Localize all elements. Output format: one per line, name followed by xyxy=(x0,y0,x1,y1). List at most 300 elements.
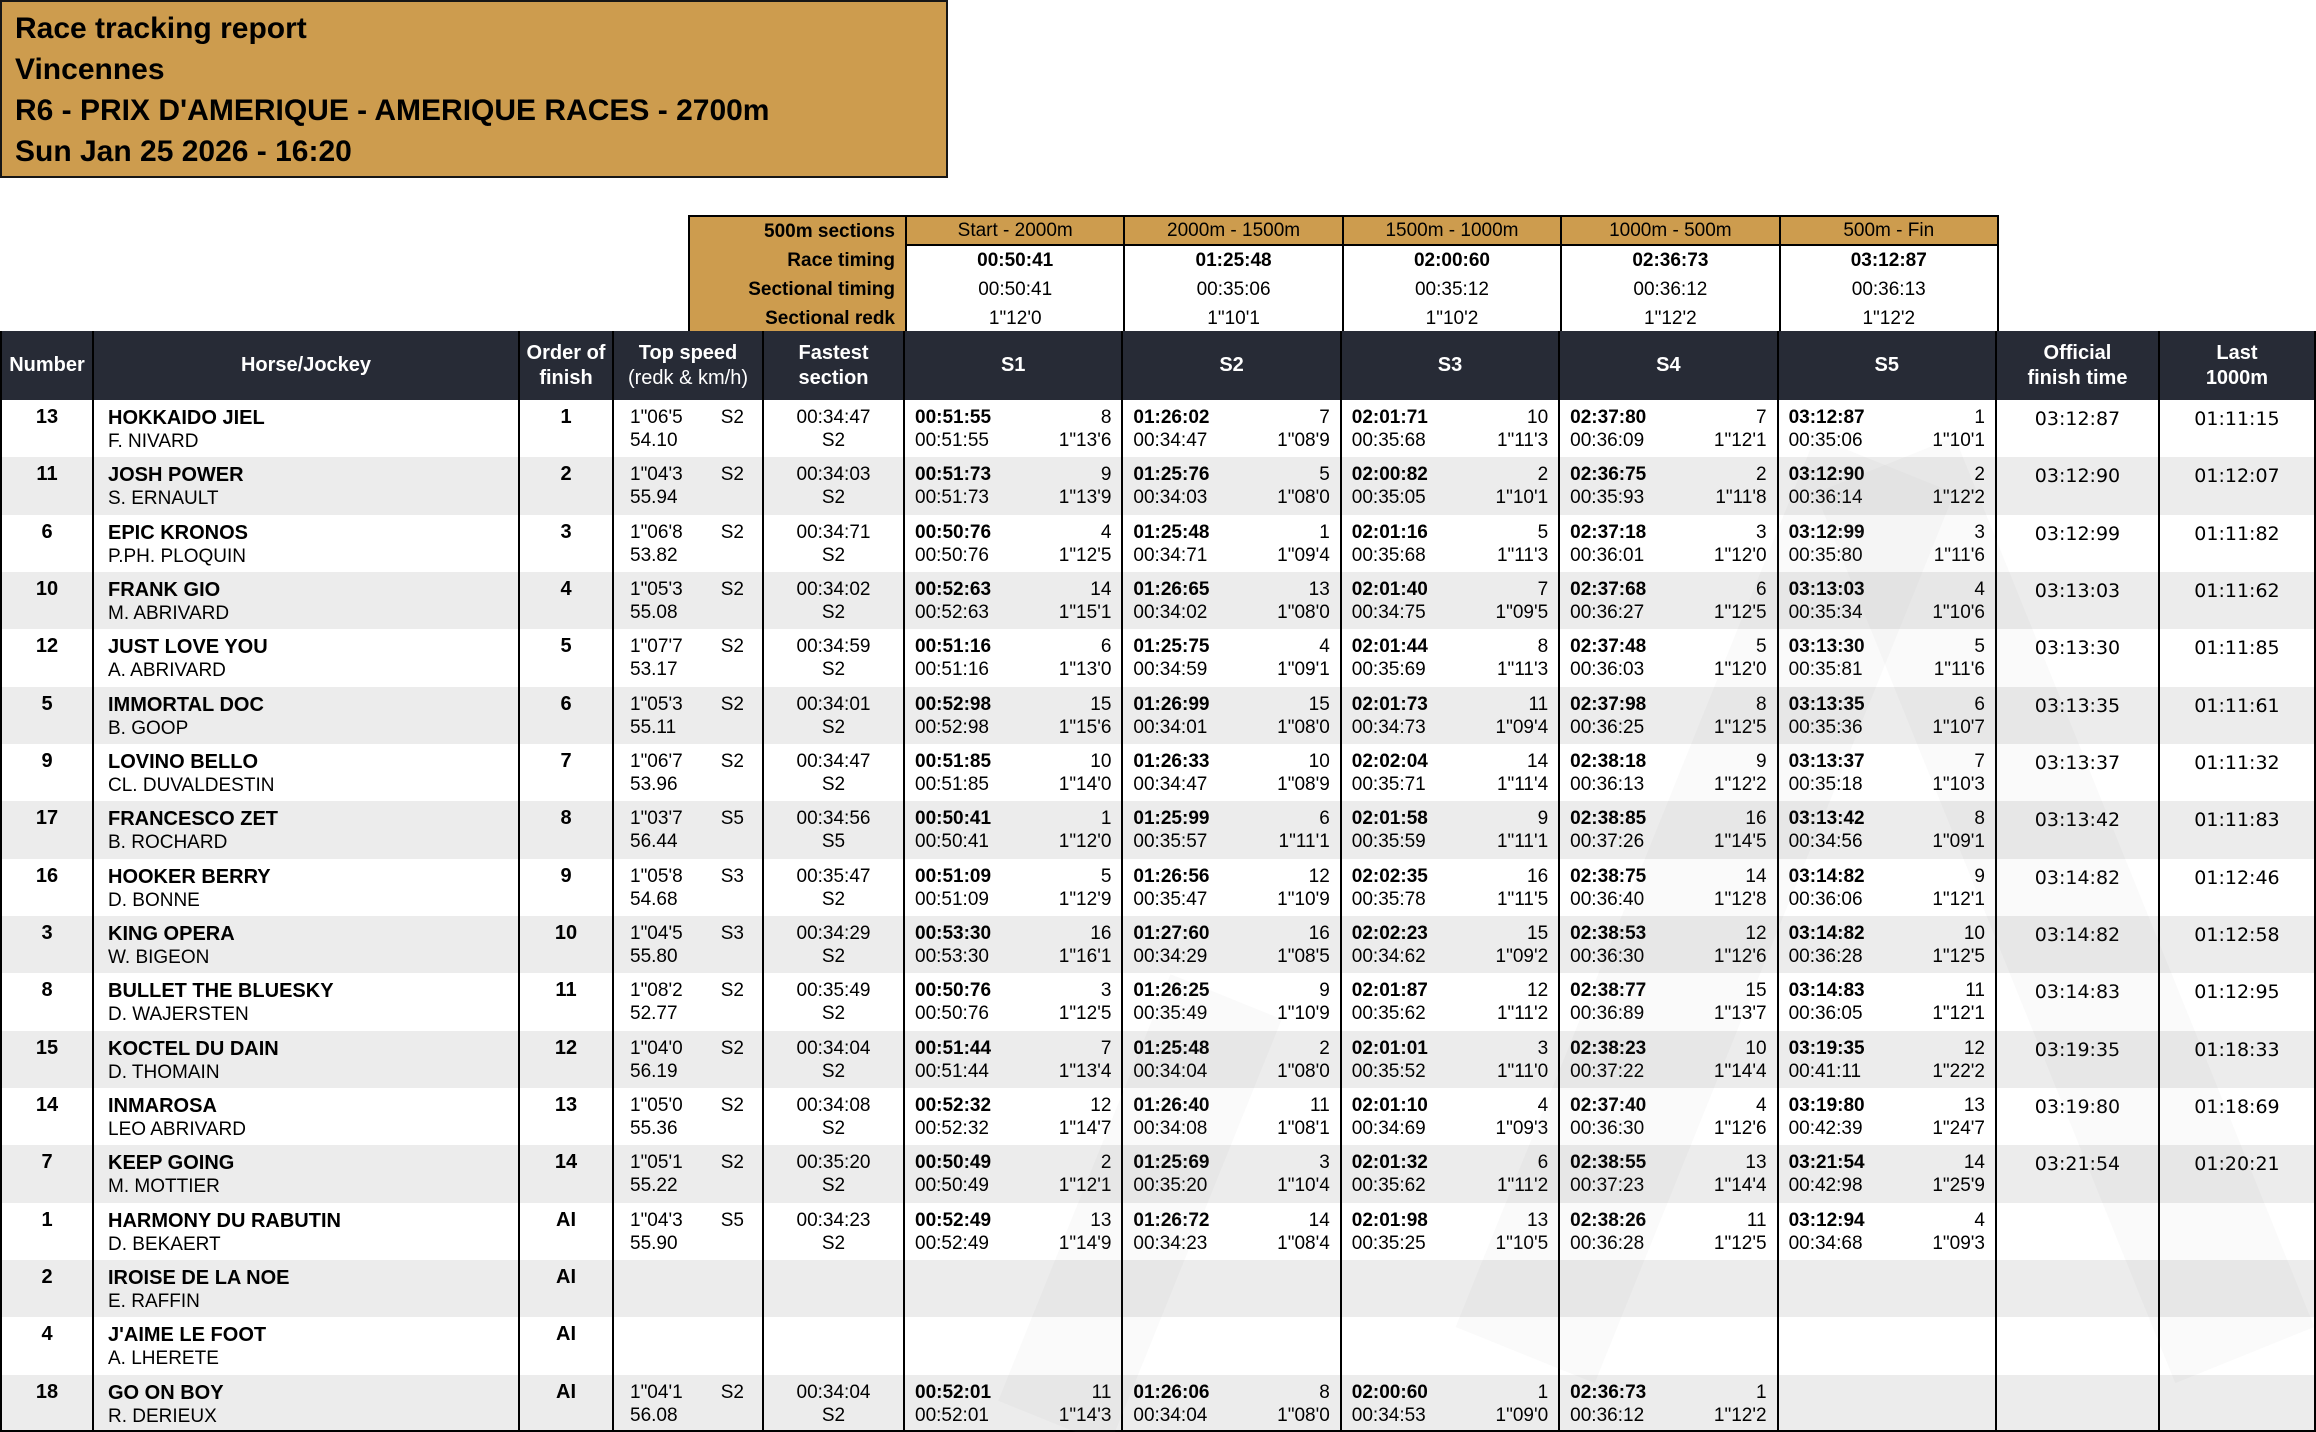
s1-sectional-time: 00:51:09 xyxy=(915,888,989,910)
s3-redk: 1"09'0 xyxy=(1495,1404,1549,1426)
s2-cumulative-time: 01:25:69 xyxy=(1133,1152,1210,1174)
sectional-timing-value: 00:50:41 xyxy=(905,275,1123,304)
s2-cell xyxy=(1121,515,1339,572)
table-row xyxy=(0,744,2316,801)
s3-rank: 8 xyxy=(1537,636,1549,658)
s4-rank: 14 xyxy=(1745,865,1767,887)
header-official-line2: finish time xyxy=(2027,366,2128,389)
s2-cell xyxy=(1121,400,1339,457)
s2-line2 xyxy=(1123,716,1339,739)
top-speed-redk: 1"05'1 xyxy=(630,1152,683,1174)
section-column-header: 1000m - 500m xyxy=(1560,217,1778,246)
order-of-finish: 5 xyxy=(518,629,612,686)
s1-cell xyxy=(903,859,1121,916)
s5-line1 xyxy=(1779,973,1995,1002)
s2-cell xyxy=(1121,1145,1339,1202)
header-official-line1: Official xyxy=(2043,341,2112,364)
s3-redk: 1"11'5 xyxy=(1496,888,1549,910)
sections-row-label: 500m sections xyxy=(690,217,905,246)
s5-cell xyxy=(1777,1375,1995,1432)
s2-rank: 15 xyxy=(1308,693,1330,715)
s2-cell xyxy=(1121,1031,1339,1088)
s5-rank: 14 xyxy=(1963,1152,1985,1174)
top-speed-cell xyxy=(612,629,762,686)
s3-cell xyxy=(1340,859,1558,916)
s3-rank: 16 xyxy=(1527,865,1549,887)
fastest-section-label: S2 xyxy=(821,659,846,681)
fastest-section-cell xyxy=(762,457,903,514)
s5-cumulative-time: 03:19:80 xyxy=(1788,1094,1865,1116)
fastest-section-time: 00:34:56 xyxy=(796,808,871,830)
sections-row-label: Sectional timing xyxy=(690,275,905,304)
s4-cell xyxy=(1558,744,1776,801)
s3-line2 xyxy=(1342,1404,1558,1427)
s2-line1 xyxy=(1123,744,1339,773)
top-speed-kmh: 56.19 xyxy=(630,1060,678,1082)
s2-cell xyxy=(1121,801,1339,858)
top-speed-redk: 1"04'1 xyxy=(630,1381,683,1403)
s1-cumulative-time: 00:52:98 xyxy=(915,693,992,715)
top-speed-kmh: 53.17 xyxy=(630,659,678,681)
s3-cumulative-time: 02:02:04 xyxy=(1351,750,1428,772)
s2-line1 xyxy=(1123,515,1339,544)
s5-redk: 1"10'7 xyxy=(1932,716,1985,738)
s2-cumulative-time: 01:26:40 xyxy=(1133,1094,1210,1116)
horse-number: 16 xyxy=(0,859,92,916)
s2-sectional-time: 00:34:47 xyxy=(1133,430,1208,451)
s1-sectional-time: 00:50:76 xyxy=(915,1003,989,1025)
s5-cell xyxy=(1777,1317,1995,1374)
s1-rank: 8 xyxy=(1100,407,1112,428)
top-speed-redk: 1"05'8 xyxy=(630,865,683,887)
s3-redk: 1"11'2 xyxy=(1496,1175,1549,1197)
horse-jockey-cell xyxy=(92,1203,518,1260)
s1-rank: 2 xyxy=(1100,1152,1112,1174)
header-fastest-section xyxy=(762,331,903,400)
s3-line1 xyxy=(1342,400,1558,429)
s4-cumulative-time: 02:37:48 xyxy=(1570,636,1647,658)
s1-redk: 1"13'4 xyxy=(1058,1060,1112,1082)
s4-line2 xyxy=(1560,716,1776,739)
order-of-finish: AI xyxy=(518,1375,612,1432)
s5-redk: 1"11'6 xyxy=(1933,544,1985,566)
s2-line2 xyxy=(1123,830,1339,853)
s4-line1 xyxy=(1560,515,1776,544)
s3-cumulative-time: 02:01:32 xyxy=(1351,1152,1428,1174)
s4-sectional-time: 00:36:27 xyxy=(1570,601,1645,623)
s4-cumulative-time: 02:37:18 xyxy=(1570,521,1647,543)
s4-rank: 11 xyxy=(1746,1209,1767,1231)
s4-rank: 3 xyxy=(1755,521,1767,543)
s4-cumulative-time: 02:38:26 xyxy=(1570,1209,1647,1231)
s4-redk: 1"12'2 xyxy=(1713,1404,1767,1426)
horse-number: 2 xyxy=(0,1260,92,1317)
s3-rank: 3 xyxy=(1537,1037,1549,1059)
jockey-name: D. THOMAIN xyxy=(108,1061,220,1083)
s1-line1 xyxy=(905,572,1121,601)
s2-sectional-time: 00:34:03 xyxy=(1133,487,1208,509)
s4-line1 xyxy=(1560,1260,1776,1266)
fastest-section-time: 00:34:47 xyxy=(796,750,871,772)
top-speed-line1 xyxy=(614,916,762,945)
horse-jockey-cell xyxy=(92,400,518,457)
s3-redk: 1"11'0 xyxy=(1496,1060,1549,1082)
s1-line2 xyxy=(905,945,1121,968)
s1-line2 xyxy=(905,888,1121,911)
table-header-row xyxy=(0,331,2316,400)
s2-rank: 2 xyxy=(1319,1037,1330,1059)
s4-cell xyxy=(1558,1375,1776,1432)
jockey-name: D. BEKAERT xyxy=(108,1233,221,1255)
top-speed-redk: 1"04'3 xyxy=(630,464,683,486)
s1-line2 xyxy=(905,1002,1121,1025)
s5-cell xyxy=(1777,859,1995,916)
s2-line1 xyxy=(1123,1031,1339,1060)
s1-rank: 12 xyxy=(1090,1094,1112,1116)
official-finish-time: 03:12:90 xyxy=(1995,457,2158,514)
order-of-finish: 8 xyxy=(518,801,612,858)
s3-line2 xyxy=(1342,429,1558,452)
s2-sectional-time: 00:34:08 xyxy=(1133,1117,1208,1139)
s2-line2 xyxy=(1123,1174,1339,1197)
s5-line1 xyxy=(1779,1375,1995,1381)
s4-line2 xyxy=(1560,1117,1776,1140)
top-speed-kmh: 56.44 xyxy=(630,831,678,853)
s1-cumulative-time: 00:52:49 xyxy=(915,1209,992,1231)
s4-cell xyxy=(1558,400,1776,457)
s4-cell xyxy=(1558,457,1776,514)
top-speed-kmh: 56.08 xyxy=(630,1404,678,1426)
s3-sectional-time: 00:35:05 xyxy=(1351,487,1426,509)
s2-line2 xyxy=(1123,601,1339,624)
horse-number: 5 xyxy=(0,687,92,744)
s5-line1 xyxy=(1779,1088,1995,1117)
s3-rank: 11 xyxy=(1528,693,1549,715)
s1-line1 xyxy=(905,515,1121,544)
race-timing-value: 02:36:73 xyxy=(1560,246,1778,275)
s1-redk: 1"12'5 xyxy=(1058,544,1112,566)
fastest-section-time: 00:34:03 xyxy=(796,464,871,486)
s2-line1 xyxy=(1123,1317,1339,1323)
s5-sectional-time: 00:42:39 xyxy=(1788,1117,1863,1139)
s1-cumulative-time: 00:51:44 xyxy=(915,1037,992,1059)
s2-rank: 3 xyxy=(1319,1152,1330,1174)
top-speed-section: S3 xyxy=(720,922,744,944)
jockey-name: E. RAFFIN xyxy=(108,1290,200,1312)
s2-line2 xyxy=(1123,1232,1339,1255)
s3-cell xyxy=(1340,1145,1558,1202)
s2-line2 xyxy=(1123,429,1339,452)
s1-line2 xyxy=(905,658,1121,681)
s3-rank: 12 xyxy=(1527,980,1549,1002)
s4-cell xyxy=(1558,1031,1776,1088)
top-speed-redk: 1"08'2 xyxy=(630,980,683,1002)
s1-redk: 1"15'1 xyxy=(1058,601,1112,623)
s5-redk: 1"12'1 xyxy=(1932,1003,1985,1025)
fastest-section-time: 00:34:02 xyxy=(796,578,871,600)
official-finish-time: 03:12:87 xyxy=(1995,400,2158,457)
s3-cumulative-time: 02:00:82 xyxy=(1351,464,1428,486)
horse-jockey-cell xyxy=(92,1375,518,1432)
s5-sectional-time: 00:42:98 xyxy=(1788,1175,1863,1197)
header-order-of-finish xyxy=(518,331,612,400)
s2-cell xyxy=(1121,1317,1339,1374)
top-speed-line1 xyxy=(614,1145,762,1174)
s5-line2 xyxy=(1779,601,1995,624)
s4-line1 xyxy=(1560,1317,1776,1323)
s2-line1 xyxy=(1123,687,1339,716)
s4-line1 xyxy=(1560,801,1776,830)
s4-cell xyxy=(1558,1088,1776,1145)
s5-line2 xyxy=(1779,486,1995,509)
s2-sectional-time: 00:35:47 xyxy=(1133,888,1208,910)
s5-line2 xyxy=(1779,1174,1995,1197)
s3-cell xyxy=(1340,1203,1558,1260)
report-datetime: Sun Jan 25 2026 - 16:20 xyxy=(15,135,352,168)
s3-line2 xyxy=(1342,945,1558,968)
s5-rank: 8 xyxy=(1974,808,1985,830)
s4-redk: 1"13'7 xyxy=(1713,1003,1767,1025)
sections-header-row xyxy=(690,217,1997,246)
s2-line1 xyxy=(1123,1375,1339,1404)
top-speed-redk: 1"05'3 xyxy=(630,578,683,600)
top-speed-line1 xyxy=(614,1260,762,1266)
official-finish-time xyxy=(1995,1260,2158,1317)
s2-cell xyxy=(1121,457,1339,514)
s5-cell xyxy=(1777,1145,1995,1202)
table-row xyxy=(0,1203,2316,1260)
s5-cumulative-time: 03:13:37 xyxy=(1788,750,1865,772)
s3-cell xyxy=(1340,1375,1558,1432)
top-speed-kmh: 53.82 xyxy=(630,544,678,566)
s4-rank: 2 xyxy=(1755,464,1767,486)
s1-line2 xyxy=(905,544,1121,567)
horse-name: HOKKAIDO JIEL xyxy=(108,407,265,429)
s3-sectional-time: 00:34:62 xyxy=(1351,945,1426,967)
s3-cell xyxy=(1340,916,1558,973)
s4-cell xyxy=(1558,572,1776,629)
s1-line2 xyxy=(905,1232,1121,1255)
s3-line1 xyxy=(1342,1088,1558,1117)
order-of-finish: 14 xyxy=(518,1145,612,1202)
header-official-finish-time xyxy=(1995,331,2158,400)
s1-cumulative-time: 00:52:63 xyxy=(915,578,992,600)
s1-cumulative-time: 00:50:76 xyxy=(915,980,992,1002)
official-finish-time: 03:13:35 xyxy=(1995,687,2158,744)
sections-row-label: Race timing xyxy=(690,246,905,275)
top-speed-line1 xyxy=(614,572,762,601)
s3-cumulative-time: 02:01:01 xyxy=(1351,1037,1428,1059)
s3-sectional-time: 00:35:59 xyxy=(1351,831,1426,853)
s1-cell xyxy=(903,801,1121,858)
s4-cell xyxy=(1558,1203,1776,1260)
s3-line2 xyxy=(1342,1232,1558,1255)
horse-number: 7 xyxy=(0,1145,92,1202)
horse-jockey-cell xyxy=(92,1031,518,1088)
s4-sectional-time: 00:36:13 xyxy=(1570,773,1645,795)
s3-cell xyxy=(1340,801,1558,858)
s2-line2 xyxy=(1123,773,1339,796)
top-speed-cell xyxy=(612,572,762,629)
s1-cell xyxy=(903,572,1121,629)
horse-number: 17 xyxy=(0,801,92,858)
horse-number: 13 xyxy=(0,400,92,457)
s4-cumulative-time: 02:37:98 xyxy=(1570,693,1647,715)
s5-line2 xyxy=(1779,888,1995,911)
s1-sectional-time: 00:51:85 xyxy=(915,773,989,795)
s4-line2 xyxy=(1560,945,1776,968)
s3-line2 xyxy=(1342,830,1558,853)
sectional-redk-value: 1"10'1 xyxy=(1123,304,1341,333)
header-s1: S1 xyxy=(903,331,1121,400)
top-speed-section: S2 xyxy=(720,750,744,772)
header-last-1000m xyxy=(2158,331,2316,400)
top-speed-redk: 1"06'5 xyxy=(630,407,683,428)
s2-sectional-time: 00:35:49 xyxy=(1133,1003,1208,1025)
top-speed-redk: 1"05'3 xyxy=(630,693,683,715)
last-1000m-time: 01:11:62 xyxy=(2158,572,2316,629)
s3-line1 xyxy=(1342,1317,1558,1323)
sectional-redk-value: 1"12'0 xyxy=(905,304,1123,333)
horse-name: KING OPERA xyxy=(108,922,235,945)
s4-cell xyxy=(1558,629,1776,686)
s5-redk: 1"22'2 xyxy=(1932,1060,1985,1082)
s1-rank: 6 xyxy=(1100,636,1112,658)
s5-sectional-time: 00:35:06 xyxy=(1788,430,1863,451)
s4-redk: 1"12'5 xyxy=(1713,601,1767,623)
s4-redk: 1"12'8 xyxy=(1713,888,1767,910)
s4-sectional-time: 00:36:89 xyxy=(1570,1003,1645,1025)
s4-redk: 1"12'2 xyxy=(1713,773,1767,795)
s3-cumulative-time: 02:01:16 xyxy=(1351,521,1428,543)
table-row xyxy=(0,629,2316,686)
s5-cumulative-time: 03:12:99 xyxy=(1788,521,1865,543)
s5-sectional-time: 00:36:14 xyxy=(1788,487,1863,509)
s1-sectional-time: 00:53:30 xyxy=(915,945,989,967)
s4-redk: 1"12'1 xyxy=(1713,430,1767,451)
top-speed-kmh: 52.77 xyxy=(630,1003,678,1025)
s2-redk: 1"09'4 xyxy=(1277,544,1330,566)
fastest-section-cell xyxy=(762,1031,903,1088)
s5-redk: 1"09'3 xyxy=(1932,1232,1985,1254)
s5-cumulative-time: 03:14:82 xyxy=(1788,865,1865,887)
top-speed-cell xyxy=(612,1088,762,1145)
s2-rank: 8 xyxy=(1319,1381,1330,1403)
fastest-section-label: S2 xyxy=(821,1232,846,1254)
s1-redk: 1"13'6 xyxy=(1058,430,1112,451)
s4-cumulative-time: 02:38:23 xyxy=(1570,1037,1647,1059)
s5-redk: 1"10'3 xyxy=(1932,773,1985,795)
s4-redk: 1"12'0 xyxy=(1713,659,1767,681)
s4-line2 xyxy=(1560,544,1776,567)
s5-redk: 1"09'1 xyxy=(1932,831,1985,853)
s4-cumulative-time: 02:37:40 xyxy=(1570,1094,1647,1116)
s2-line1 xyxy=(1123,973,1339,1002)
last-1000m-time: 01:12:95 xyxy=(2158,973,2316,1030)
s2-cumulative-time: 01:26:33 xyxy=(1133,750,1210,772)
s2-rank: 4 xyxy=(1319,636,1330,658)
order-of-finish: 11 xyxy=(518,973,612,1030)
table-row xyxy=(0,859,2316,916)
s4-sectional-time: 00:36:28 xyxy=(1570,1232,1645,1254)
table-row xyxy=(0,515,2316,572)
s5-sectional-time: 00:36:06 xyxy=(1788,888,1863,910)
s3-redk: 1"10'1 xyxy=(1495,487,1549,509)
s1-sectional-time: 00:51:16 xyxy=(915,659,989,681)
s4-sectional-time: 00:36:12 xyxy=(1570,1404,1645,1426)
s2-cumulative-time: 01:25:99 xyxy=(1133,808,1210,830)
s5-cell xyxy=(1777,400,1995,457)
horse-number: 8 xyxy=(0,973,92,1030)
s1-line2 xyxy=(905,1174,1121,1197)
s1-cell xyxy=(903,1145,1121,1202)
s3-sectional-time: 00:34:73 xyxy=(1351,716,1426,738)
s2-sectional-time: 00:34:47 xyxy=(1133,773,1208,795)
s5-rank: 4 xyxy=(1974,1209,1985,1231)
s4-cumulative-time: 02:36:75 xyxy=(1570,464,1647,486)
s1-rank: 4 xyxy=(1100,521,1112,543)
horse-name: J'AIME LE FOOT xyxy=(108,1324,267,1347)
fastest-section-time: 00:34:29 xyxy=(796,922,871,944)
jockey-name: R. DERIEUX xyxy=(108,1405,217,1427)
s3-line2 xyxy=(1342,716,1558,739)
sectional-redk-row xyxy=(690,304,1997,333)
fastest-section-cell xyxy=(762,1317,903,1374)
s5-cumulative-time: 03:13:30 xyxy=(1788,636,1865,658)
last-1000m-time xyxy=(2158,1317,2316,1374)
s4-rank: 13 xyxy=(1745,1152,1767,1174)
fastest-section-cell xyxy=(762,629,903,686)
header-last-line1: Last xyxy=(2216,341,2258,364)
s3-sectional-time: 00:35:69 xyxy=(1351,659,1426,681)
horse-jockey-cell xyxy=(92,916,518,973)
table-row xyxy=(0,572,2316,629)
s4-cell xyxy=(1558,687,1776,744)
s5-redk: 1"11'6 xyxy=(1933,659,1985,681)
s2-line2 xyxy=(1123,1060,1339,1083)
horse-number: 18 xyxy=(0,1375,92,1432)
sectional-redk-value: 1"10'2 xyxy=(1342,304,1560,333)
horse-name: LOVINO BELLO xyxy=(108,750,258,773)
s5-cell xyxy=(1777,572,1995,629)
s2-cell xyxy=(1121,1088,1339,1145)
horse-jockey-cell xyxy=(92,973,518,1030)
s4-sectional-time: 00:36:03 xyxy=(1570,659,1645,681)
top-speed-cell xyxy=(612,400,762,457)
s2-line2 xyxy=(1123,1404,1339,1427)
s4-redk: 1"12'6 xyxy=(1713,945,1767,967)
s1-cell xyxy=(903,1375,1121,1432)
s5-line2 xyxy=(1779,773,1995,796)
s5-rank: 6 xyxy=(1974,693,1985,715)
s5-sectional-time: 00:35:81 xyxy=(1788,659,1863,681)
s3-rank: 1 xyxy=(1537,1381,1549,1403)
s5-redk: 1"12'5 xyxy=(1932,945,1985,967)
top-speed-cell xyxy=(612,744,762,801)
fastest-section-time: 00:35:49 xyxy=(796,980,871,1002)
s4-rank: 9 xyxy=(1755,750,1767,772)
last-1000m-time: 01:11:82 xyxy=(2158,515,2316,572)
s3-line1 xyxy=(1342,1203,1558,1232)
last-1000m-time: 01:11:15 xyxy=(2158,400,2316,457)
s3-cumulative-time: 02:01:87 xyxy=(1351,980,1428,1002)
top-speed-cell xyxy=(612,687,762,744)
s2-line1 xyxy=(1123,629,1339,658)
s4-sectional-time: 00:37:23 xyxy=(1570,1175,1645,1197)
horse-name: FRANCESCO ZET xyxy=(108,808,278,831)
table-row xyxy=(0,973,2316,1030)
s1-sectional-time: 00:52:32 xyxy=(915,1117,989,1139)
